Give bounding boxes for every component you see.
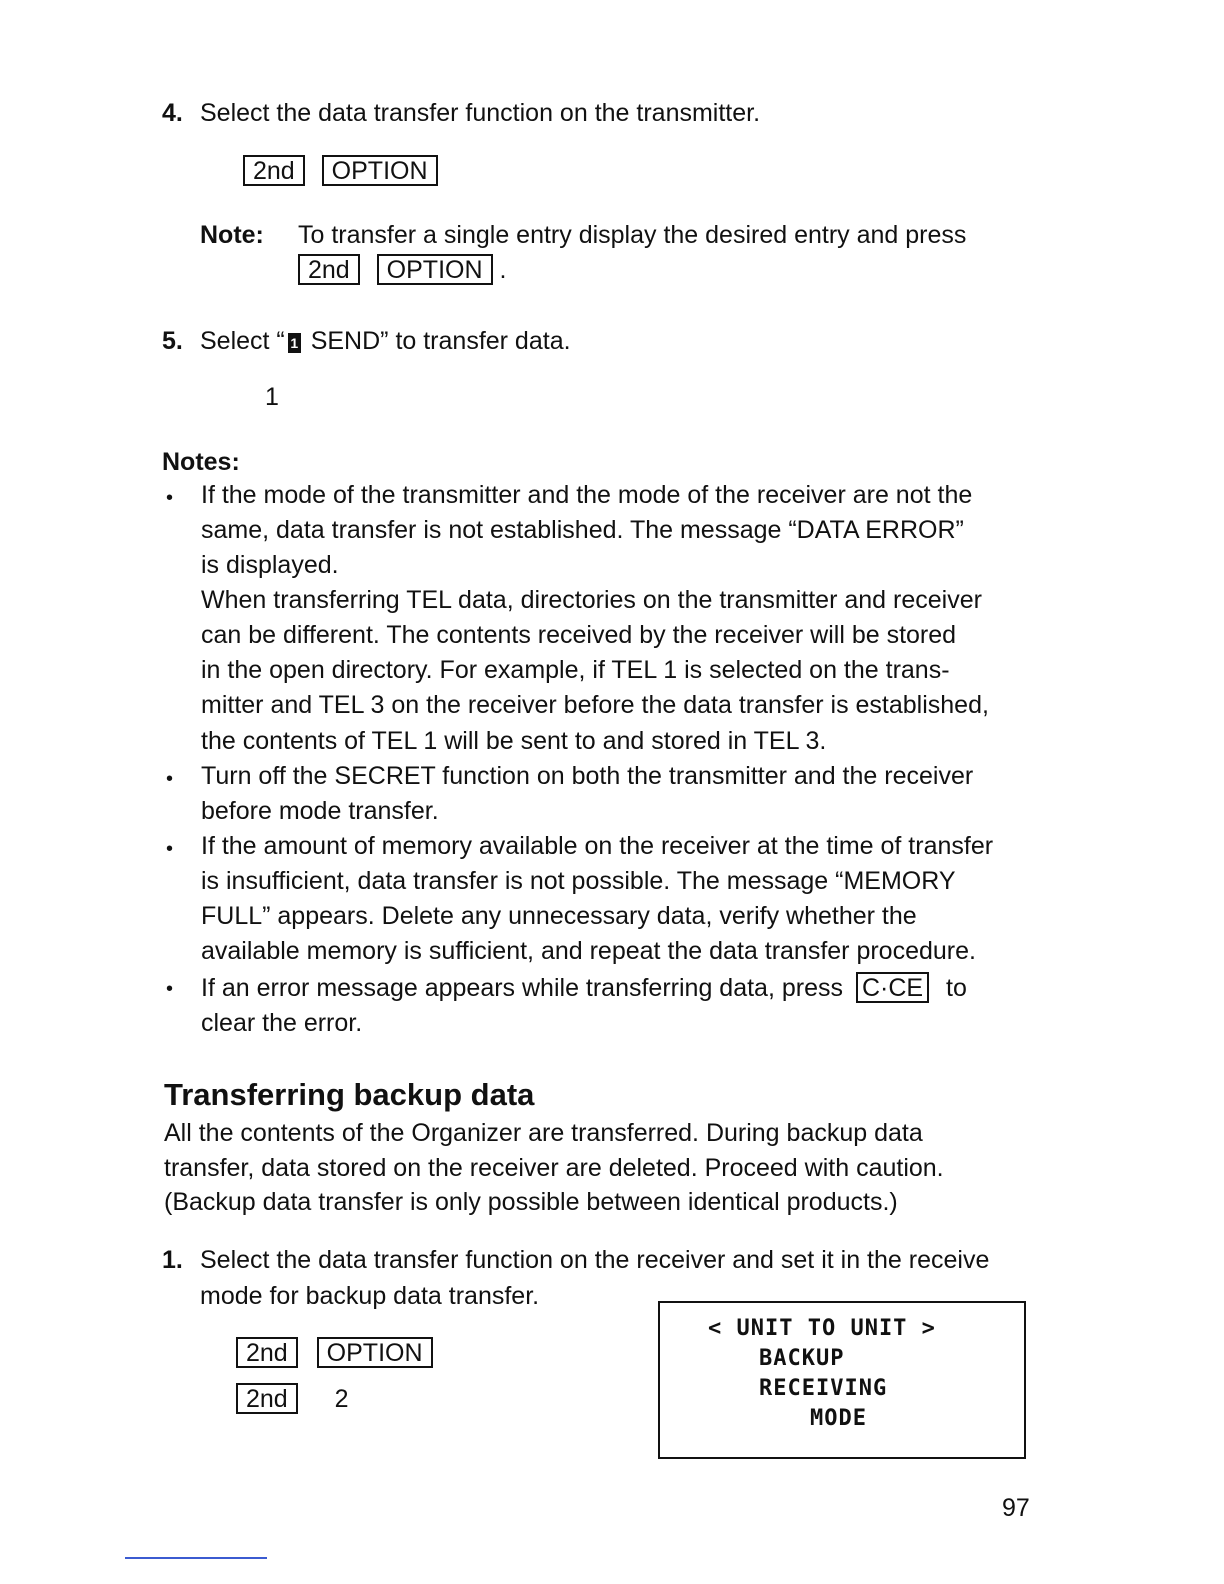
note-line: If an error message appears while transferring data, press <box>201 974 843 1002</box>
note-to: to <box>946 974 967 1002</box>
c-ce-key: C·CE <box>856 972 929 1003</box>
bullet-icon: • <box>166 838 174 860</box>
step-5-text-after: SEND” to transfer data. <box>303 327 571 355</box>
note-line: If the amount of memory available on the receiver at the time of transfer <box>201 832 994 860</box>
section-heading: Transferring backup data <box>164 1077 535 1112</box>
bullet-icon: • <box>166 768 174 790</box>
note-line: When transferring TEL data, directories on the transmitter and receiver <box>201 586 982 614</box>
step-5-press-value: 1 <box>265 383 279 411</box>
option-key: OPTION <box>377 254 493 285</box>
note-line: clear the error. <box>201 1009 363 1037</box>
step-1-keys-row1 <box>236 1337 433 1368</box>
note-line: can be different. The contents received by the receiver will be stored <box>201 621 957 649</box>
step-4-text: Select the data transfer function on the transmitter. <box>200 99 761 127</box>
step-1-line: mode for backup data transfer. <box>200 1282 540 1310</box>
lcd-line: < UNIT TO UNIT > <box>708 1316 936 1341</box>
step-1-keys-row2 <box>236 1383 349 1414</box>
note-line: If the mode of the transmitter and the mode of the receiver are not the <box>201 481 973 509</box>
note-text: To transfer a single entry display the desired entry and press <box>298 221 967 249</box>
note-line: FULL” appears. Delete any unnecessary data, verify whether the <box>201 902 917 930</box>
lcd-line: RECEIVING <box>759 1376 888 1401</box>
note-line: mitter and TEL 3 on the receiver before the data transfer is established, <box>201 691 989 719</box>
2nd-key: 2nd <box>298 254 360 285</box>
step-5-text <box>200 329 571 354</box>
section-line: All the contents of the Organizer are transferred. During backup data <box>164 1119 923 1147</box>
2nd-key: 2nd <box>243 155 305 186</box>
step-1-number: 1. <box>162 1246 183 1274</box>
step-4-number: 4. <box>162 99 183 127</box>
step-5-text-before: Select “ <box>200 327 285 355</box>
option-key: OPTION <box>322 155 438 186</box>
key-1-icon: 1 <box>288 333 301 353</box>
2nd-key: 2nd <box>236 1337 298 1368</box>
note-period: . <box>499 256 507 284</box>
footer-rule <box>125 1557 267 1559</box>
2nd-key: 2nd <box>236 1383 298 1414</box>
note-line: is displayed. <box>201 551 339 579</box>
step-1-row2-value: 2 <box>334 1385 349 1413</box>
note-keys <box>298 254 506 285</box>
note-line: Turn off the SECRET function on both the transmitter and the receiver <box>201 762 974 790</box>
step-5-number: 5. <box>162 327 183 355</box>
step-1-line: Select the data transfer function on the receiver and set it in the receive <box>200 1246 990 1274</box>
note-line: in the open directory. For example, if TEL 1 is selected on the trans- <box>201 656 950 684</box>
note-line: is insufficient, data transfer is not possible. The message “MEMORY <box>201 867 956 895</box>
lcd-line: BACKUP <box>759 1346 845 1371</box>
bullet-icon: • <box>166 487 174 509</box>
notes-label: Notes: <box>162 448 240 476</box>
section-line: transfer, data stored on the receiver are deleted. Proceed with caution. <box>164 1154 944 1182</box>
lcd-display <box>658 1301 1026 1459</box>
note-line: the contents of TEL 1 will be sent to and stored in TEL 3. <box>201 727 827 755</box>
note-line-cce <box>201 972 967 1003</box>
note-line: same, data transfer is not established. The message “DATA ERROR” <box>201 516 964 544</box>
note-label: Note: <box>200 221 264 249</box>
bullet-icon: • <box>166 978 174 1000</box>
page-number: 97 <box>1002 1494 1030 1522</box>
section-line: (Backup data transfer is only possible between identical products.) <box>164 1188 898 1216</box>
option-key: OPTION <box>317 1337 433 1368</box>
note-line: before mode transfer. <box>201 797 439 825</box>
note-line: available memory is sufficient, and repeat the data transfer procedure. <box>201 937 976 965</box>
lcd-line: MODE <box>810 1406 867 1431</box>
step-4-keys <box>243 155 438 186</box>
